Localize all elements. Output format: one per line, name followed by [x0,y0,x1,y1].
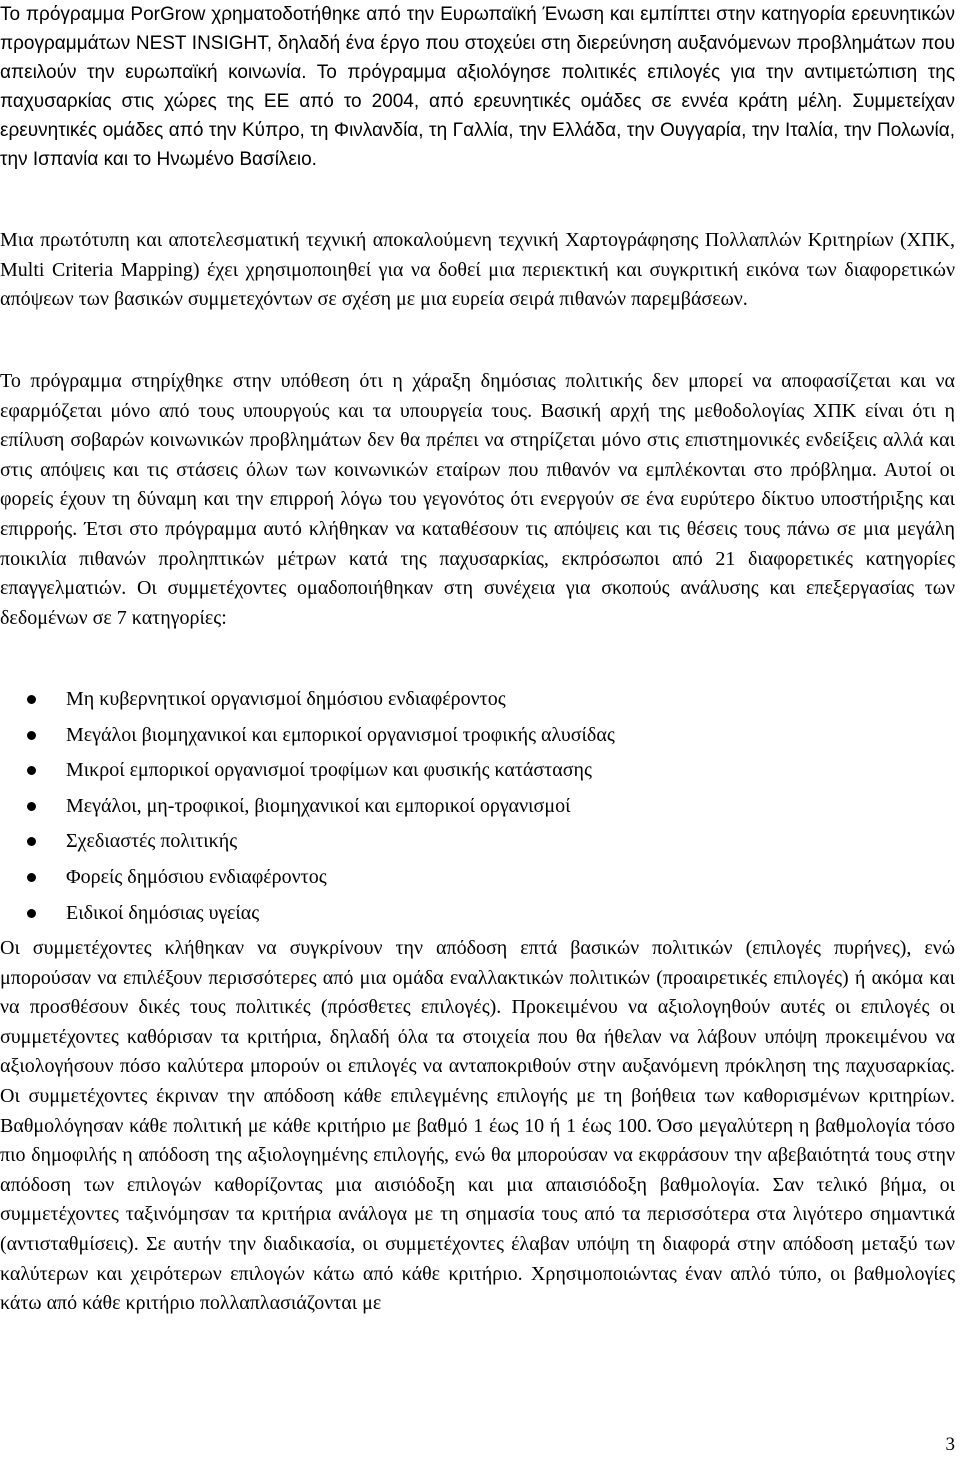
list-item-text: Μεγάλοι, μη-τροφικοί, βιομηχανικοί και εμπορικοί οργανισμοί [66,794,571,817]
list-item-text: Μη κυβερνητικοί οργανισμοί δημόσιου ενδιαφέροντος [66,688,506,710]
list-item-text: Σχεδιαστές πολιτικής [66,830,238,853]
list-item [0,718,955,754]
list-item-text: Φορείς δημόσιου ενδιαφέροντος [66,865,327,888]
paragraph-methodology: Το πρόγραμμα στηρίχθηκε στην υπόθεση ότι η χάραξη δημόσιας πολιτικής δεν μπορεί να αποφασίζεται και να εφαρμόζεται μόνο από τους υπουργούς και τα υπουργεία τους. Βασική αρχή της μεθοδολογίας ΧΠΚ είναι ότι η επίλυση σοβαρών κοινωνικών προβλημάτων δεν θα πρέπει να στηρίζεται μόνο στις επιστημονικές ενδείξεις αλλά και στις απόψεις και τις στάσεις όλων των κοινωνικών εταίρων που πιθανόν να εμπλέκονται στο πρόβλημα. Αυτοί οι φορείς έχουν τη δύναμη και την επιρροή λόγω του γεγονότος ότι ενεργούν σε ένα ευρύτερο δίκτυο υποστήριξης και επιρροής. Έτσι στο πρόγραμμα αυτό κλήθηκαν να καταθέσουν τις απόψεις και τις θέσεις τους πάνω σε μια μεγάλη ποικιλία πιθανών προληπτικών μέτρων κατά της παχυσαρκίας, εκπρόσωποι από 21 διαφορετικές κατηγορίες επαγγελματιών. Οι συμμετέχοντες ομαδοποιήθηκαν στη συνέχεια για σκοπούς ανάλυσης και επεξεργασίας των δεδομένων σε 7 κατηγορίες: [0,370,955,629]
list-item [0,896,955,932]
list-item-text: Μικροί εμπορικοί οργανισμοί τροφίμων και φυσικής κατάστασης [66,759,592,782]
list-item [0,789,955,825]
list-item-text: Ειδικοί δημόσιας υγείας [66,901,260,924]
bullet-icon [27,802,36,811]
bullet-icon [27,873,36,882]
bullet-icon [27,695,36,704]
paragraph-scoring-process: Οι συμμετέχοντες κλήθηκαν να συγκρίνουν την απόδοση επτά βασικών πολιτικών (επιλογές πυρήνες), ενώ μπορούσαν να επιλέξουν περισσότερες από μια ομάδα εναλλακτικών πολιτικών (προαιρετικές επιλογές) ή ακόμα και να προσθέσουν δικές τους πολιτικές (πρόσθετες επιλογές). Προκειμένου να αξιολογηθούν αυτές οι επιλογές οι συμμετέχοντες καθόρισαν τα κριτήρια, δηλαδή όλα τα στοιχεία που θα ήθελαν να λάβουν υπόψη προκειμένου να αξιολογήσουν πόσο καλύτερα μπορούν οι επιλογές να ανταποκριθούν στην αυξανόμενη πρόκληση της παχυσαρκίας. Οι συμμετέχοντες έκριναν την απόδοση κάθε επιλεγμένης επιλογής με τη βοήθεια των καθορισμένων κριτηρίων. Βαθμολόγησαν κάθε πολιτική με κάθε κριτήριο με βαθμό 1 έως 10 ή 1 έως 100. Όσο μεγαλύτερη η βαθμολογία τόσο πιο δημοφιλής η απόδοση της αξιολογημένης επιλογής, ενώ θα μπορούσαν να εκφράσουν την αβεβαιότητά τους στην απόδοση των επιλογών καθορίζοντας μια αισιόδοξη και μια απαισιόδοξη βαθμολογία. Σαν τελικό βήμα, οι συμμετέχοντες ταξινόμησαν τα κριτήρια ανάλογα με τη σημασία τους από τα περισσότερα στα λιγότερο σημαντικά (αντισταθμίσεις). Σε αυτήν την διαδικασία, οι συμμετέχοντες έλαβαν υπόψη τη διαφορά στην απόδοση μεταξύ των καλύτερων και χειρότερων επιλογών κάτω από κάθε κριτήριο. Χρησιμοποιώντας έναν απλό τύπο, οι βαθμολογίες κάτω από κάθε κριτήριο πολλαπλασιάζονται με [0,937,955,1315]
list-item [0,753,955,789]
bullet-icon [27,731,36,740]
paragraph-porgrow-intro: Το πρόγραμμα PorGrow χρηματοδοτήθηκε από την Ευρωπαϊκή Ένωση και εμπίπτει στην κατηγορία ερευνητικών προγραμμάτων NEST INSIGHT, δηλαδή ένα έργο που στοχεύει στη διερεύνηση αυξανόμενων προβλημάτων που απειλούν την ευρωπαϊκή κοινωνία. Το πρόγραμμα αξιολόγησε πολιτικές επιλογές για την αντιμετώπιση της παχυσαρκίας στις χώρες της ΕΕ από το 2004, από ερευνητικές ομάδες σε εννέα κράτη μέλη. Συμμετείχαν ερευνητικές ομάδες από την Κύπρο, τη Φινλανδία, τη Γαλλία, την Ελλάδα, την Ουγγαρία, την Ιταλία, την Πολωνία, την Ισπανία και το Ηνωμένο Βασίλειο. [0,4,955,170]
list-item-text: Μεγάλοι βιομηχανικοί και εμπορικοί οργανισμοί τροφικής αλυσίδας [66,723,615,746]
bullet-icon [27,909,36,918]
page-number: 3 [945,1434,955,1455]
paragraph-mcm-technique: Μια πρωτότυπη και αποτελεσματική τεχνική αποκαλούμενη τεχνική Χαρτογράφησης Πολλαπλών Κριτηρίων (ΧΠΚ, Multi Criteria Mapping) έχει χρησιμοποιηθεί για να δοθεί μια περιεκτική και συγκριτική εικόνα των διαφορετικών απόψεων των βασικών συμμετεχόντων σε σχέση με μια ευρεία σειρά πιθανών παρεμβάσεων. [0,229,955,311]
list-item [0,824,955,860]
list-item [0,860,955,896]
participant-categories-list [0,682,955,931]
list-item [0,682,955,718]
bullet-icon [27,766,36,775]
bullet-icon [27,837,36,846]
